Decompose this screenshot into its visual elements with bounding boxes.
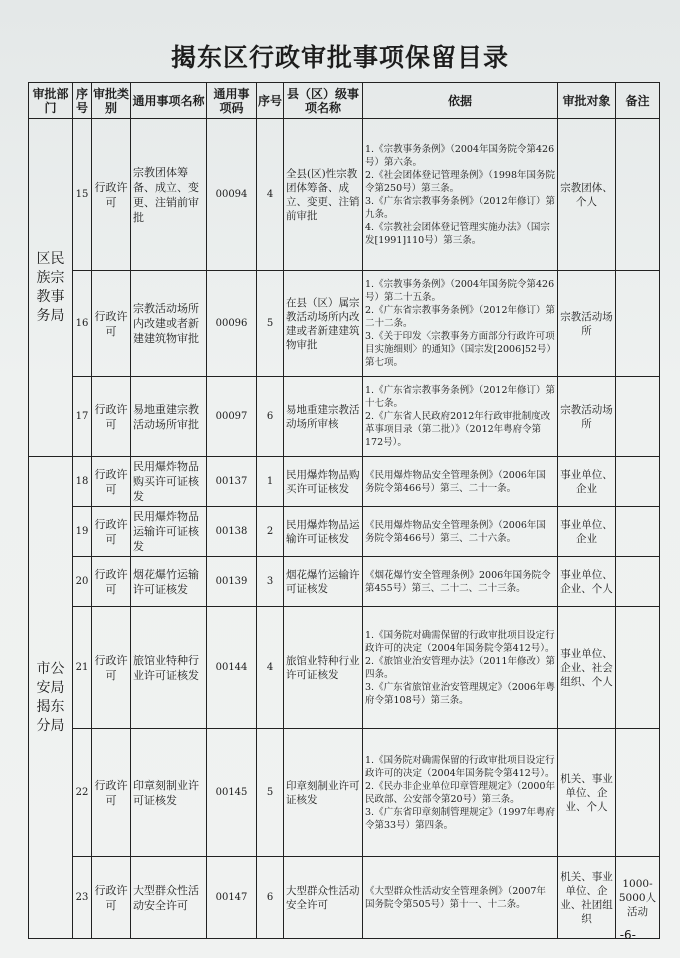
basis-line: 《烟花爆竹安全管理条例》2006年国务院令第455号）第三、二十二、二十三条。 — [365, 569, 551, 594]
row-county-item: 在县（区）属宗教活动场所内改建或者新建建筑物审批 — [284, 271, 363, 377]
row-note — [616, 607, 660, 729]
row-county-item: 民用爆炸物品运输许可证核发 — [284, 507, 363, 557]
row-basis — [363, 857, 558, 939]
header-basis: 依据 — [363, 83, 558, 119]
row-object: 宗教活动场所 — [558, 271, 616, 377]
row-category: 行政许可 — [92, 857, 131, 939]
row-item-code: 00139 — [207, 557, 257, 607]
row-item-code: 00138 — [207, 507, 257, 557]
row-object: 机关、事业单位、企业、社团组织 — [558, 857, 616, 939]
table-row — [29, 119, 660, 271]
row-basis — [363, 729, 558, 857]
row-seq: 22 — [73, 729, 92, 857]
row-item-name: 民用爆炸物品运输许可证核发 — [131, 507, 207, 557]
row-basis — [363, 457, 558, 507]
row-county-seq: 5 — [257, 729, 284, 857]
table-header-row — [29, 83, 660, 119]
row-item-name: 宗教活动场所内改建或者新建建筑物审批 — [131, 271, 207, 377]
row-item-name: 民用爆炸物品购买许可证核发 — [131, 457, 207, 507]
basis-line: 1.《广东省宗教事务条例》（2012年修订）第十七条。 — [365, 385, 555, 409]
row-county-seq: 6 — [257, 857, 284, 939]
row-seq: 21 — [73, 607, 92, 729]
basis-line: 1.《宗教事务条例》（2004年国务院令第426号）第六条。 — [365, 143, 555, 168]
basis-line: 3.《关于印发〈宗教事务方面部分行政许可项目实施细则〉的通知》（国宗发[2006]52号）第七项。 — [365, 331, 555, 368]
row-county-item: 烟花爆竹运输许可证核发 — [284, 557, 363, 607]
header-seq: 序号 — [73, 83, 92, 119]
basis-line: 1.《国务院对确需保留的行政审批项目设定行政许可的决定（2004年国务院令第412号）。 — [365, 629, 555, 654]
row-item-name: 大型群众性活动安全许可 — [131, 857, 207, 939]
header-item-code: 通用事项码 — [207, 83, 257, 119]
row-category: 行政许可 — [92, 507, 131, 557]
row-county-seq: 2 — [257, 507, 284, 557]
row-item-code: 00144 — [207, 607, 257, 729]
basis-line: 2.《民办非企业单位印章管理规定》（2000年民政部、公安部令第20号）第三条。 — [365, 780, 555, 805]
basis-line: 2.《广东省人民政府2012年行政审批制度改革事项目录（第二批）》（2012年粤府令第172号）。 — [365, 411, 551, 448]
row-object: 事业单位、企业、个人 — [558, 557, 616, 607]
table-row — [29, 607, 660, 729]
basis-line: 3.《广东省旅馆业治安管理规定》（2006年粤府令第108号）第三条。 — [365, 681, 555, 706]
row-item-code: 00137 — [207, 457, 257, 507]
basis-line: 1.《国务院对确需保留的行政审批项目设定行政许可的决定（2004年国务院令第412号）。 — [365, 754, 555, 779]
row-object: 宗教活动场所 — [558, 377, 616, 457]
row-county-seq: 5 — [257, 271, 284, 377]
header-county-seq: 序号 — [257, 83, 284, 119]
basis-line: 1.《宗教事务条例》（2004年国务院令第426号）第二十五条。 — [365, 279, 555, 303]
header-item-name: 通用事项名称 — [131, 83, 207, 119]
row-note — [616, 377, 660, 457]
row-note — [616, 507, 660, 557]
row-note — [616, 271, 660, 377]
row-note — [616, 729, 660, 857]
approval-items-table — [28, 82, 660, 939]
row-county-item: 易地重建宗教活动场所审核 — [284, 377, 363, 457]
table-row — [29, 729, 660, 857]
basis-line: 2.《广东省宗教事务条例》（2012年修订）第二十二条。 — [365, 305, 555, 329]
row-basis — [363, 607, 558, 729]
row-basis — [363, 507, 558, 557]
basis-line: 《民用爆炸物品安全管理条例》（2006年国务院令第466号）第三、二十一条。 — [365, 469, 546, 494]
basis-line: 2.《社会团体登记管理条例》（1998年国务院令第250号）第三条。 — [365, 169, 555, 194]
row-county-seq: 3 — [257, 557, 284, 607]
table-row — [29, 857, 660, 939]
basis-line: 4.《宗教社会团体登记管理实施办法》（国宗发[1991]110号）第三条。 — [365, 221, 550, 246]
row-category: 行政许可 — [92, 607, 131, 729]
row-category: 行政许可 — [92, 119, 131, 271]
row-seq: 17 — [73, 377, 92, 457]
row-seq: 19 — [73, 507, 92, 557]
row-object: 事业单位、企业 — [558, 507, 616, 557]
row-category: 行政许可 — [92, 557, 131, 607]
dept-cell: 区民族宗教事务局 — [29, 119, 73, 457]
row-object: 事业单位、企业 — [558, 457, 616, 507]
table-row — [29, 271, 660, 377]
table-row — [29, 507, 660, 557]
row-note — [616, 557, 660, 607]
row-item-name: 宗教团体筹备、成立、变更、注销前审批 — [131, 119, 207, 271]
row-item-code: 00096 — [207, 271, 257, 377]
row-county-item: 印章刻制业许可证核发 — [284, 729, 363, 857]
row-item-code: 00145 — [207, 729, 257, 857]
basis-line: 3.《广东省宗教事务条例》（2012年修订）第九条。 — [365, 195, 555, 220]
dept-cell: 市公安局揭东分局 — [29, 457, 73, 939]
row-seq: 16 — [73, 271, 92, 377]
row-category: 行政许可 — [92, 457, 131, 507]
page-title: 揭东区行政审批事项保留目录 — [170, 43, 509, 72]
row-note — [616, 457, 660, 507]
row-county-item: 旅馆业特种行业许可证核发 — [284, 607, 363, 729]
row-county-item: 民用爆炸物品购买许可证核发 — [284, 457, 363, 507]
row-county-item: 大型群众性活动安全许可 — [284, 857, 363, 939]
basis-line: 《大型群众性活动安全管理条例》（2007年国务院令第505号）第十一、十二条。 — [365, 885, 546, 910]
row-seq: 20 — [73, 557, 92, 607]
basis-line: 3.《广东省印章刻制管理规定》（1997年粤府令第33号）第四条。 — [365, 806, 555, 831]
row-county-seq: 4 — [257, 607, 284, 729]
basis-line: 2.《旅馆业治安管理办法》（2011年修改）第四条。 — [365, 655, 555, 680]
row-county-seq: 1 — [257, 457, 284, 507]
row-seq: 18 — [73, 457, 92, 507]
row-item-code: 00147 — [207, 857, 257, 939]
row-category: 行政许可 — [92, 377, 131, 457]
row-county-item: 全县(区)性宗教团体筹备、成立、变更、注销前审批 — [284, 119, 363, 271]
table-row — [29, 377, 660, 457]
row-category: 行政许可 — [92, 729, 131, 857]
table-row — [29, 557, 660, 607]
row-note: 1000-5000人活动 — [616, 857, 660, 939]
row-item-name: 印章刻制业许可证核发 — [131, 729, 207, 857]
row-county-seq: 4 — [257, 119, 284, 271]
row-item-name: 易地重建宗教活动场所审批 — [131, 377, 207, 457]
row-item-code: 00097 — [207, 377, 257, 457]
row-seq: 23 — [73, 857, 92, 939]
row-seq: 15 — [73, 119, 92, 271]
table-row — [29, 457, 660, 507]
row-basis — [363, 119, 558, 271]
row-object: 机关、事业单位、企业、个人 — [558, 729, 616, 857]
header-dept: 审批部门 — [29, 83, 73, 119]
header-object: 审批对象 — [558, 83, 616, 119]
row-category: 行政许可 — [92, 271, 131, 377]
header-county-item: 县（区）级事项名称 — [284, 83, 363, 119]
row-basis — [363, 271, 558, 377]
row-item-name: 烟花爆竹运输许可证核发 — [131, 557, 207, 607]
row-note — [616, 119, 660, 271]
row-basis — [363, 377, 558, 457]
row-county-seq: 6 — [257, 377, 284, 457]
row-item-name: 旅馆业特种行业许可证核发 — [131, 607, 207, 729]
row-object: 事业单位、企业、社会组织、个人 — [558, 607, 616, 729]
header-category: 审批类别 — [92, 83, 131, 119]
basis-line: 《民用爆炸物品安全管理条例》（2006年国务院令第466号）第三、二十六条。 — [365, 519, 546, 544]
row-object: 宗教团体、个人 — [558, 119, 616, 271]
row-basis — [363, 557, 558, 607]
row-item-code: 00094 — [207, 119, 257, 271]
header-note: 备注 — [616, 83, 660, 119]
page-number: -6- — [619, 928, 636, 942]
